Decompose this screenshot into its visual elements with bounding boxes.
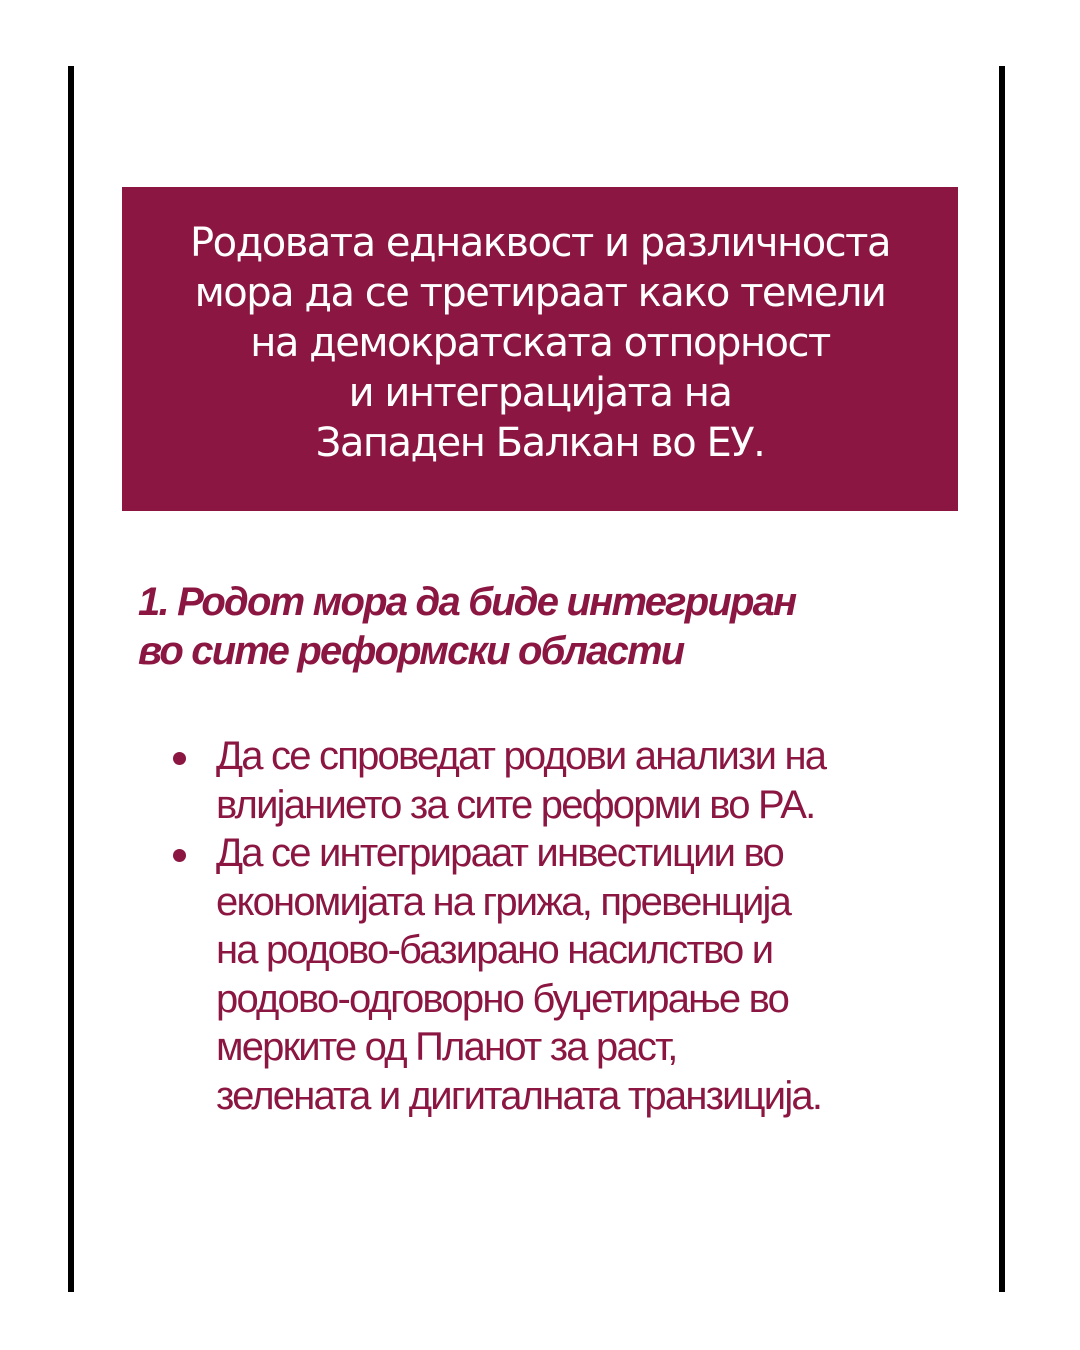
right-border-line (999, 66, 1005, 1292)
section-heading-line: во сите реформски области (138, 629, 684, 673)
list-item (170, 732, 960, 829)
banner-title-line: Западен Балкан во ЕУ. (315, 420, 765, 466)
banner-title-line: на демократската отпорност (250, 320, 830, 366)
bullet-dot-icon (173, 752, 186, 765)
banner-title-line: и интеграцијата на (348, 370, 732, 416)
bullet-list (170, 732, 960, 1120)
bullet-line: мерките од Планот за раст, (216, 1025, 677, 1069)
section-heading (138, 578, 958, 676)
banner-title (190, 218, 890, 468)
bullet-line: економијата на грижа, превенција (216, 879, 791, 924)
banner-title-line: мора да се третираат како темели (194, 270, 886, 316)
left-border-line (68, 66, 74, 1292)
list-item (170, 829, 960, 1120)
banner-title-line: Родовата еднаквост и различноста (190, 220, 890, 266)
bullet-line: родово-одговорно буџетирање во (216, 976, 789, 1021)
section-heading-line: 1. Родот мора да биде интегриран (138, 580, 796, 624)
bullet-line: Да се интегрираат инвестиции во (216, 831, 783, 875)
bullet-text (216, 732, 960, 829)
bullet-line: на родово-базирано насилство и (216, 928, 773, 972)
bullet-line: Да се спроведат родови анализи на (216, 734, 826, 778)
title-banner (122, 187, 958, 511)
bullet-dot-icon (173, 849, 186, 862)
bullet-text (216, 829, 960, 1120)
bullet-line: зелената и дигиталната транзиција. (216, 1073, 822, 1118)
bullet-line: влијанието за сите реформи во РА. (216, 782, 815, 827)
